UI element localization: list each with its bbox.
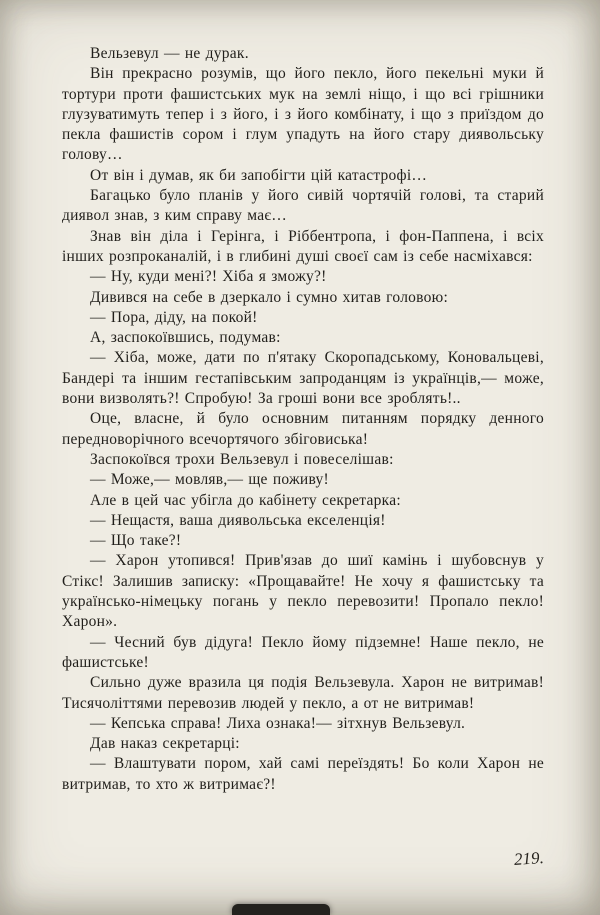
paragraph: — Харон утопився! Прив'язав до шиї камінь і шубовснув у Стікс! Залишив записку: «Прощавайте! Не хочу я фашистську та українсько-німецьку погань у пекло перевозити! Пропало пекло! Харон». bbox=[62, 552, 544, 631]
paragraph: — Ну, куди мені?! Хіба я зможу?! bbox=[90, 268, 327, 286]
paragraph: — Чесний був дідуга! Пекло йому підземне! Наше пекло, не фашистське! bbox=[62, 633, 544, 671]
paragraph: Але в цей час убігла до кабінету секретарка: bbox=[90, 491, 401, 509]
page-number: 219. bbox=[513, 847, 545, 870]
paragraph: — Хіба, може, дати по п'ятаку Скоропадському, Коновальцеві, Бандері та іншим гестапівським запроданцям із українців,— може, вони визволять?! Спробую! За гроші вони все зроблять!.. bbox=[62, 349, 544, 408]
paragraph: Сильно дуже вразила ця подія Вельзевула. Харон не витримав! Тисячоліттями перевозив людей у пекло, а от не витримав! bbox=[62, 674, 544, 712]
paragraph: Вельзевул — не дурак. bbox=[90, 45, 249, 62]
paragraph: — Нещастя, ваша диявольська екселенція! bbox=[90, 511, 386, 529]
paragraph: От він і думав, як би запобігти цій катастрофі… bbox=[90, 166, 428, 184]
paragraph: — Може,— мовляв,— ще поживу! bbox=[90, 471, 329, 489]
paragraph: — Влаштувати пором, хай самі переїздять! Бо коли Харон не витримав, то хто ж витримає?! bbox=[62, 755, 544, 793]
page-text bbox=[62, 44, 544, 795]
paragraph: — Пора, діду, на покой! bbox=[90, 308, 258, 326]
paragraph: Дивився на себе в дзеркало і сумно хитав головою: bbox=[90, 288, 449, 306]
paragraph: А, заспокоївшись, подумав: bbox=[90, 329, 281, 347]
scan-artifact-bottom bbox=[232, 904, 330, 915]
paragraph: Дав наказ секретарці: bbox=[90, 735, 240, 753]
paragraph: Багацько було планів у його сивій чортячій голові, та старий диявол знав, з ким справу має… bbox=[62, 187, 544, 225]
paragraph: — Кепська справа! Лиха ознака!— зітхнув Вельзевул. bbox=[90, 714, 466, 732]
paragraph: Він прекрасно розумів, що його пекло, його пекельні муки й тортури проти фашистських мук на землі ніщо, і що всі грішники глузуватимуть тепер і з його, і з його комбінату, і що з приїздом до пекла фашистів сором і глум упадуть на його стару диявольську голову… bbox=[62, 65, 544, 164]
paragraph: — Що таке?! bbox=[90, 532, 182, 550]
paragraph: Заспокоївся трохи Вельзевул і повеселішав: bbox=[90, 450, 394, 468]
paragraph: Оце, власне, й було основним питанням порядку денного передноворічного всечортячого збіговиська! bbox=[62, 410, 544, 448]
paragraph: Знав він діла і Герінга, і Ріббентропа, і фон-Паппена, і всіх інших розпроканалій, і в глибині душі своєї сам із себе насміхався: bbox=[62, 227, 544, 265]
